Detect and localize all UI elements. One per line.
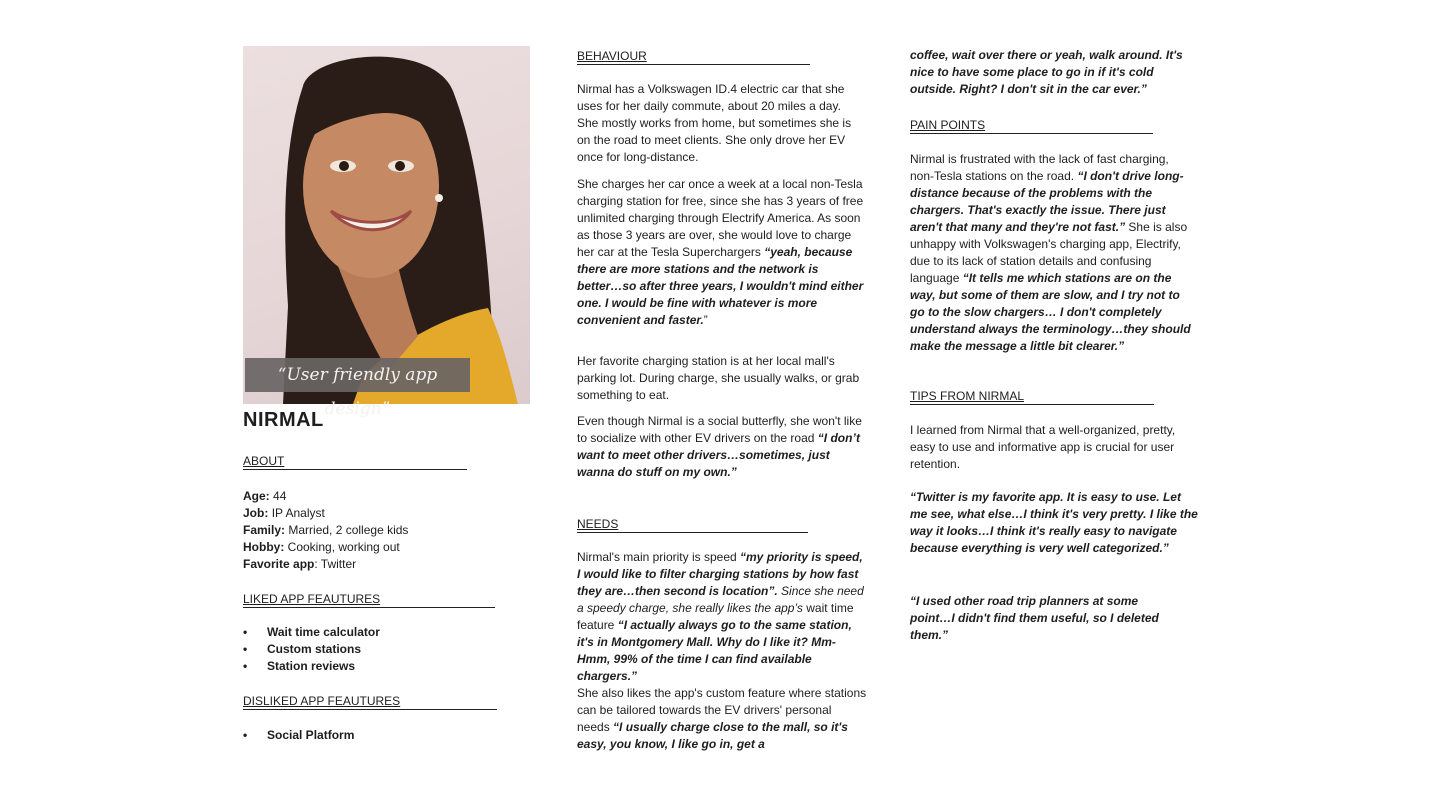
liked-features-heading-text: LIKED APP FEAUTURES bbox=[243, 592, 381, 606]
about-age bbox=[243, 488, 533, 505]
tips-heading-text: TIPS FROM NIRMAL bbox=[910, 389, 1025, 403]
pain-quote: “It tells me which stations are on the way, but some of them are slow, and I try not to go to the slow chargers… I don't completely understand always the terminology…they should make the message a little bit clearer.” bbox=[910, 271, 1191, 353]
about-job bbox=[243, 505, 533, 522]
tips-quote: “Twitter is my favorite app. It is easy to use. Let me see, what else…I think it's very pretty. I like the way it looks…I think it's really easy to navigate because everything is very well categorized.” bbox=[910, 490, 1198, 555]
age-label: Age: bbox=[243, 489, 270, 503]
list-item: • Station reviews bbox=[243, 658, 533, 675]
needs-text-italic: Since she need a speedy charge, she really likes the app’s bbox=[577, 584, 864, 615]
hobby-label: Hobby: bbox=[243, 540, 285, 554]
tips-quote-1 bbox=[910, 489, 1198, 557]
pain-text: Nirmal is frustrated with the lack of fast charging, non-Tesla stations on the road. bbox=[910, 152, 1169, 183]
list-item: • Custom stations bbox=[243, 641, 533, 658]
needs-quote: coffee, wait over there or yeah, walk around. It's nice to have some place to go in if it's cold outside. Right? I don't sit in the car ever.” bbox=[910, 48, 1183, 96]
tips-quote: “I used other road trip planners at some point…I didn't find them useful, so I deleted them.” bbox=[910, 594, 1159, 642]
about-hobby bbox=[243, 539, 533, 556]
needs-heading bbox=[577, 517, 808, 533]
needs-quote-continued bbox=[910, 47, 1200, 98]
behaviour-paragraph-2 bbox=[577, 176, 865, 329]
pain-points-heading-text: PAIN POINTS bbox=[910, 118, 986, 132]
needs-quote: “I usually charge close to the mall, so it's easy, you know, I like go in, get a bbox=[577, 720, 848, 751]
behaviour-text: Even though Nirmal is a social butterfly, she won't like to socialize with other EV drivers on the road bbox=[577, 414, 862, 445]
persona-name: NIRMAL bbox=[243, 409, 324, 431]
pain-quote: “I don't drive long-distance because of the problems with the chargers. That's exactly the issue. There just aren't that many and they're not fast.” bbox=[910, 169, 1184, 234]
behaviour-paragraph-1: Nirmal has a Volkswagen ID.4 electric car that she uses for her daily commute, about 20 miles a day. She mostly works from home, but sometimes she is on the road to meet clients. She only drove her EV once for long-distance. bbox=[577, 82, 852, 164]
pain-points-heading bbox=[910, 118, 1153, 134]
tips-quote-2 bbox=[910, 593, 1180, 644]
pain-points-paragraph bbox=[910, 151, 1192, 355]
disliked-features-heading bbox=[243, 694, 497, 710]
needs-text: Nirmal's main priority is speed bbox=[577, 550, 741, 564]
favorite-app-label: Favorite app bbox=[243, 557, 315, 571]
family-label: Family: bbox=[243, 523, 286, 537]
about-heading bbox=[243, 454, 467, 470]
liked-features-list bbox=[243, 624, 533, 675]
age-value: 44 bbox=[273, 489, 287, 503]
needs-quote: “my priority is speed, I would like to filter charging stations by how fast they are…then second is location”. bbox=[577, 550, 863, 598]
list-item: • Social Platform bbox=[243, 727, 533, 744]
disliked-features-heading-text: DISLIKED APP FEAUTURES bbox=[243, 694, 401, 708]
about-family bbox=[243, 522, 533, 539]
behaviour-quote: “yeah, because there are more stations and the network is better…so after three years, I wouldn't mind either one. I would be fine with whatever is more convenient and faster. bbox=[577, 245, 864, 327]
tips-paragraph: I learned from Nirmal that a well-organized, pretty, easy to use and informative app is crucial for user retention. bbox=[910, 423, 1176, 471]
disliked-features-list bbox=[243, 727, 533, 744]
about-favorite-app bbox=[243, 556, 533, 573]
job-value: IP Analyst bbox=[271, 506, 325, 520]
needs-paragraph-1 bbox=[577, 549, 867, 685]
behaviour-heading bbox=[577, 49, 810, 65]
needs-text: She also likes the app's custom feature where stations can be tailored towards the EV drivers' personal needs bbox=[577, 686, 867, 734]
hobby-value: Cooking, working out bbox=[287, 540, 400, 554]
favorite-app-value: : Twitter bbox=[314, 557, 357, 571]
behaviour-quote-end: ” bbox=[703, 313, 708, 327]
list-item: • Wait time calculator bbox=[243, 624, 533, 641]
about-heading-text: ABOUT bbox=[243, 454, 285, 468]
about-details bbox=[243, 488, 533, 573]
behaviour-text: She charges her car once a week at a local non-Tesla charging station for free, since she has 3 years of free unlimited charging through Electrify America. As soon as those 3 years are over, she would love to charge her car at the Tesla Superchargers bbox=[577, 177, 864, 259]
persona-portrait-illustration bbox=[243, 46, 530, 404]
behaviour-paragraph-4 bbox=[577, 413, 865, 481]
liked-features-heading bbox=[243, 592, 495, 608]
persona-photo bbox=[243, 46, 530, 404]
behaviour-heading-text: BEHAVIOUR bbox=[577, 49, 647, 63]
job-label: Job: bbox=[243, 506, 269, 520]
behaviour-paragraph-3: Her favorite charging station is at her local mall's parking lot. During charge, she usually walks, or grab something to eat. bbox=[577, 354, 860, 402]
family-value: Married, 2 college kids bbox=[288, 523, 409, 537]
needs-quote: “I actually always go to the same station, it's in Montgomery Mall. Why do I like it? Mm-Hmm, 99% of the time I can find available chargers.” bbox=[577, 618, 852, 683]
persona-quote-banner: “User friendly app design” bbox=[245, 358, 470, 392]
pain-text: She is also unhappy with Volkswagen's charging app, Electrify, due to its lack of station details and confusing language bbox=[910, 220, 1188, 285]
behaviour-quote: “I don’t want to meet other drivers…sometimes, just wanna do stuff on my own.” bbox=[577, 431, 861, 479]
needs-heading-text: NEEDS bbox=[577, 517, 619, 531]
needs-text: wait time feature bbox=[577, 601, 854, 632]
tips-heading bbox=[910, 389, 1154, 405]
needs-paragraph-2 bbox=[577, 685, 867, 753]
